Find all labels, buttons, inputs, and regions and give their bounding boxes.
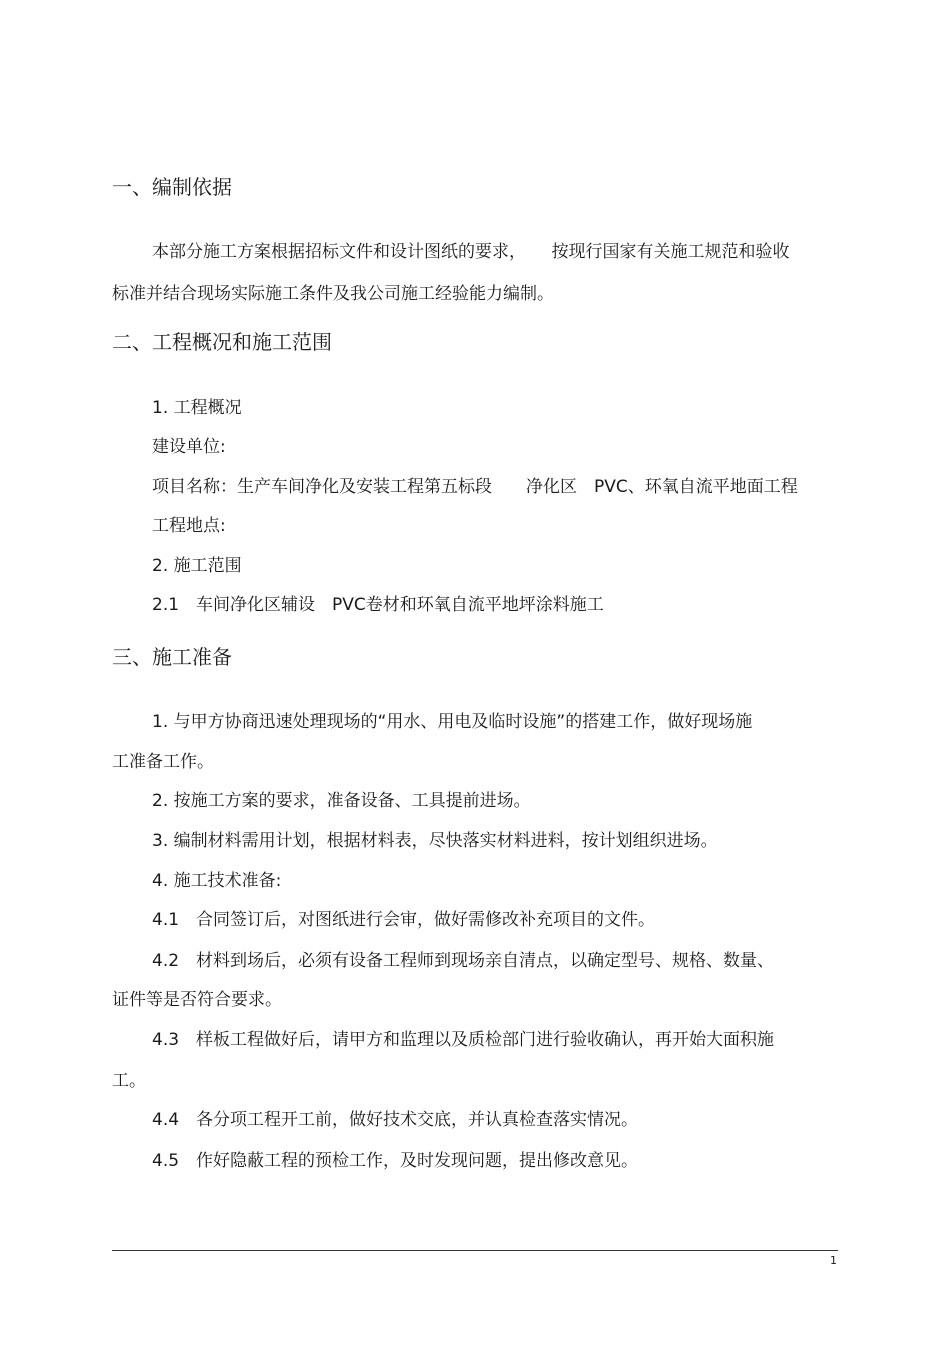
paragraph-line: 4.2 材料到场后，必须有设备工程师到现场亲自清点，以确定型号、规格、数量、: [152, 951, 775, 971]
paragraph-line: 标准并结合现场实际施工条件及我公司施工经验能力编制。: [112, 284, 554, 304]
paragraph-line: 工。: [112, 1071, 146, 1091]
paragraph-line: 1. 与甲方协商迅速处理现场的“用水、用电及临时设施”的搭建工作，做好现场施: [152, 712, 753, 732]
scope-item: 2.1 车间净化区辅设 PVC卷材和环氧自流平地坪涂料施工: [152, 595, 604, 615]
paragraph-line: 工准备工作。: [112, 752, 214, 772]
subheading-construction-scope: 2. 施工范围: [152, 556, 242, 576]
subheading-project-overview: 1. 工程概况: [152, 398, 242, 418]
field-project-location: 工程地点:: [152, 516, 226, 536]
section-heading-1: 一、编制依据: [112, 175, 232, 199]
section-heading-3: 三、施工准备: [112, 645, 232, 669]
section-heading-2: 二、工程概况和施工范围: [112, 330, 332, 354]
paragraph-line: 本部分施工方案根据招标文件和设计图纸的要求， 按现行国家有关施工规范和验收: [152, 242, 790, 262]
paragraph-line: 2. 按施工方案的要求，准备设备、工具提前进场。: [152, 791, 531, 811]
paragraph-line: 4.1 合同签订后，对图纸进行会审，做好需修改补充项目的文件。: [152, 910, 656, 930]
field-project-name: 项目名称：生产车间净化及安装工程第五标段 净化区 PVC、环氧自流平地面工程: [152, 477, 798, 497]
footer-divider: [112, 1250, 838, 1251]
paragraph-line: 4.3 样板工程做好后，请甲方和监理以及质检部门进行验收确认，再开始大面积施: [152, 1030, 775, 1050]
paragraph-line: 4.4 各分项工程开工前，做好技术交底，并认真检查落实情况。: [152, 1110, 639, 1130]
page-number: 1: [830, 1254, 837, 1267]
paragraph-line: 3. 编制材料需用计划，根据材料表，尽快落实材料进料，按计划组织进场。: [152, 831, 718, 851]
paragraph-line: 证件等是否符合要求。: [112, 990, 282, 1010]
field-construction-unit: 建设单位:: [152, 437, 226, 457]
paragraph-line: 4.5 作好隐蔽工程的预检工作，及时发现问题，提出修改意见。: [152, 1151, 639, 1171]
paragraph-line: 4. 施工技术准备:: [152, 871, 282, 891]
